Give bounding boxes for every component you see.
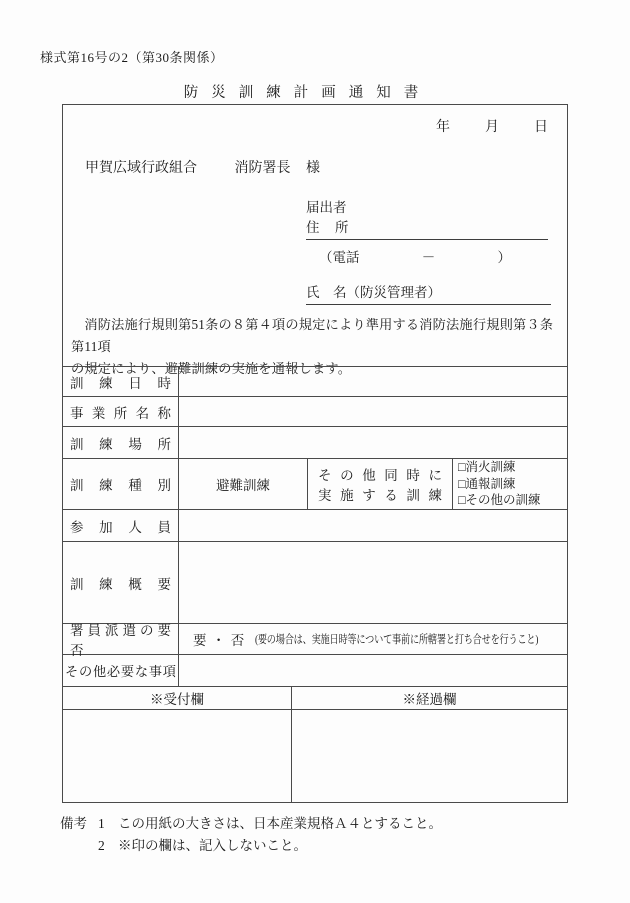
- row-other-items: [63, 655, 567, 687]
- training-place-value-cell: [179, 427, 567, 458]
- remark-line-2: [60, 835, 442, 857]
- evacuation-drill-cell: [179, 459, 308, 509]
- business-name-label: 事 業 所 名 称: [70, 405, 171, 421]
- other-simultaneous-label-cell: [308, 459, 453, 509]
- training-place-label-cell: [63, 427, 179, 458]
- other-items-label: その他必要な事項: [65, 664, 176, 679]
- office-use-body-row: [63, 710, 567, 802]
- evacuation-drill-value: 避難訓練: [216, 478, 270, 493]
- phone-dash: －: [421, 250, 436, 265]
- office-use-table: [63, 686, 567, 802]
- row-participants: [63, 510, 567, 542]
- addressee-honorific: 様: [306, 161, 320, 176]
- other-simultaneous-label-line1: そ の 他 同 時 に: [318, 468, 442, 483]
- row-business-name: [63, 397, 567, 427]
- dispatch-note: (要の場合は、実施日時等について事前に所轄署と打ち合せを行うこと): [255, 634, 539, 646]
- remarks-label-spacer: [60, 835, 98, 857]
- training-type-label-cell: [63, 459, 179, 509]
- other-items-value-cell: [179, 655, 567, 686]
- phone-field-line: [319, 246, 511, 266]
- reception-column-header: ※受付欄: [150, 691, 204, 707]
- phone-close-paren: ）: [497, 250, 511, 265]
- main-form-table: [63, 366, 567, 687]
- business-name-label-cell: [63, 397, 179, 426]
- month-label: 月: [485, 120, 499, 135]
- staff-dispatch-label: 署 員 派 遣 の 要 否: [70, 623, 171, 658]
- row-staff-dispatch: [63, 623, 567, 658]
- addressee-line: [85, 157, 320, 177]
- remarks-section: [60, 813, 442, 857]
- notifier-label: 届出者: [306, 200, 347, 215]
- staff-dispatch-value-cell: [179, 624, 609, 654]
- addressee-office: 消防署長: [234, 161, 291, 176]
- remark-2-number: 2: [98, 838, 105, 853]
- drill-checkbox-list: [453, 459, 567, 509]
- progress-column-header-cell: [292, 686, 567, 709]
- progress-column-cell: [292, 710, 567, 802]
- training-place-label: 訓 練 場 所: [70, 436, 171, 452]
- document-title: 防災訓練計画通知書: [183, 85, 432, 101]
- checkbox-other-drill: □その他の訓練: [458, 493, 541, 508]
- date-line: [436, 116, 548, 136]
- form-number: 様式第16号の2（第30条関係）: [40, 50, 224, 65]
- year-label: 年: [436, 120, 450, 135]
- remark-2-text: ※印の欄は、記入しないこと。: [118, 838, 307, 853]
- participants-value-cell: [179, 510, 567, 541]
- training-outline-value-cell: [179, 542, 567, 623]
- training-outline-label-cell: [63, 542, 179, 623]
- participants-label: 参 加 人 員: [70, 519, 171, 535]
- checkbox-fire-drill: □消火訓練: [458, 460, 516, 475]
- remark-line-1: [60, 813, 442, 835]
- training-outline-label: 訓 練 概 要: [70, 576, 171, 592]
- row-training-place: [63, 427, 567, 459]
- legal-statement-line1: 消防法施行規則第51条の８第４項の規定により準用する消防法施行規則第３条第11項: [71, 317, 554, 354]
- name-field-line: 氏 名（防災管理者）: [306, 281, 551, 305]
- address-field-line: 住 所: [306, 216, 548, 240]
- reception-column-header-cell: [63, 686, 292, 709]
- other-items-label-cell: [63, 655, 179, 686]
- staff-dispatch-label-cell: [63, 623, 179, 658]
- reception-column-cell: [63, 710, 292, 802]
- training-datetime-label: 訓 練 日 時: [70, 375, 171, 391]
- training-datetime-label-cell: [63, 367, 179, 396]
- row-training-type: [63, 459, 567, 510]
- legal-statement-line2: の規定により、避難訓練の実施を通報します。: [71, 361, 352, 376]
- addressee-org: 甲賀広域行政組合: [85, 161, 197, 176]
- phone-label: （電話: [319, 250, 360, 265]
- form-border-box: [62, 104, 568, 803]
- remarks-label: 備考: [60, 816, 87, 831]
- office-use-header-row: [63, 686, 567, 710]
- day-label: 日: [534, 120, 548, 135]
- training-type-label: 訓 練 種 別: [70, 478, 171, 493]
- dispatch-yes-no: 要 ・ 否: [193, 633, 246, 648]
- other-simultaneous-label-line2: 実 施 す る 訓 練: [318, 488, 442, 503]
- checkbox-report-drill: □通報訓練: [458, 476, 516, 491]
- row-training-outline: [63, 542, 567, 624]
- progress-column-header: ※経過欄: [402, 691, 457, 707]
- training-datetime-value-cell: [179, 367, 567, 396]
- row-training-datetime: [63, 367, 567, 397]
- remark-1-text: この用紙の大きさは、日本産業規格Ａ４とすること。: [118, 816, 442, 831]
- participants-label-cell: [63, 510, 179, 541]
- remark-1-number: 1: [98, 816, 105, 831]
- business-name-value-cell: [179, 397, 567, 426]
